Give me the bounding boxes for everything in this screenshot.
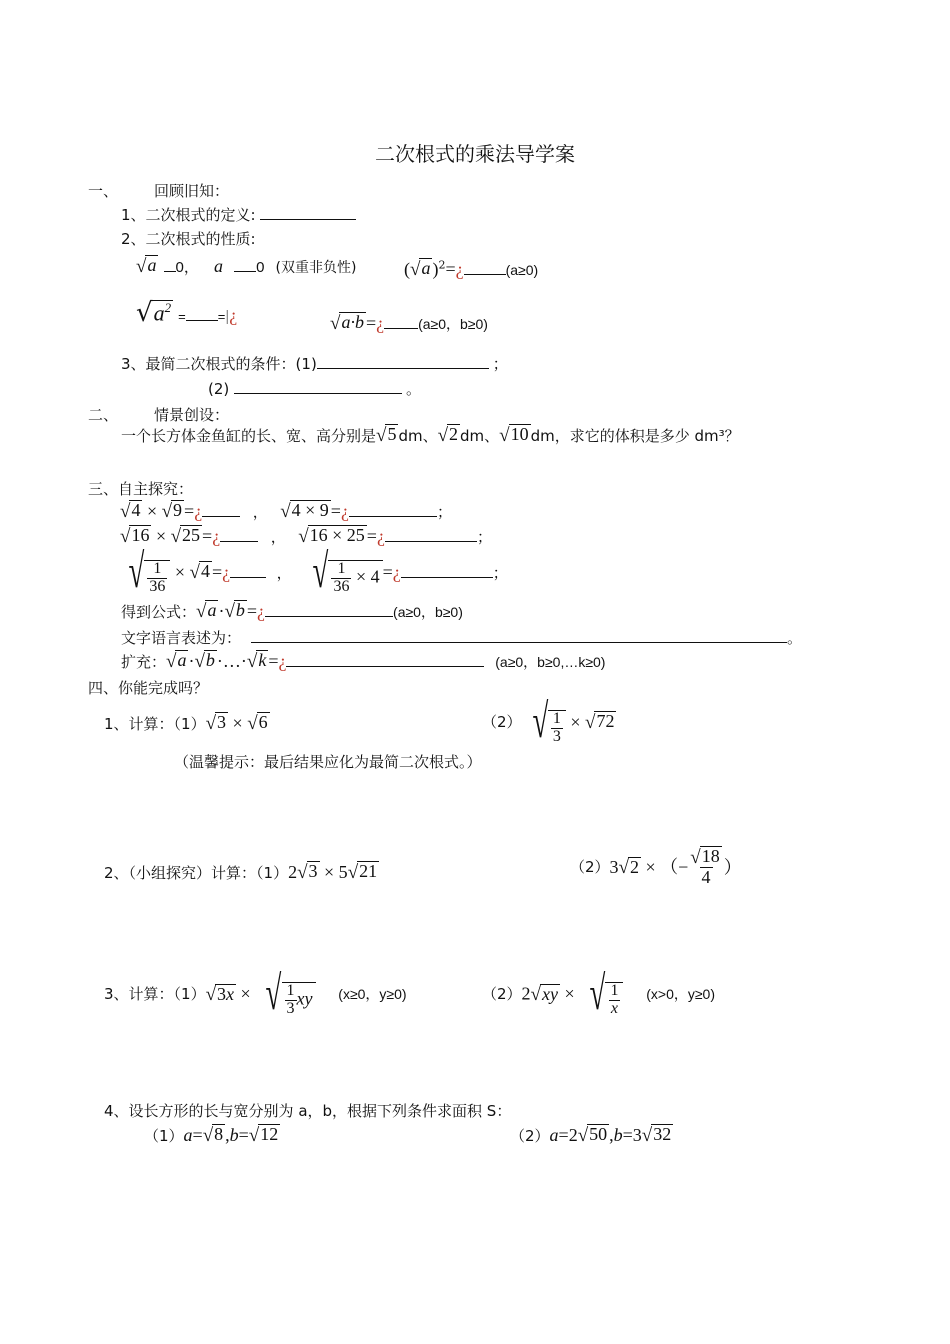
formula-row: 得到公式： √ a · √ b =¿ (a≥0，b≥0) <box>121 600 463 622</box>
q2-properties: 2、二次根式的性质: <box>121 230 256 248</box>
answer-blank[interactable] <box>202 502 240 517</box>
property-square-of-root: ( √ a )$^2$=¿ (a≥0) <box>404 258 539 280</box>
answer-blank[interactable] <box>265 602 393 617</box>
section-1-number: 一、 <box>88 182 119 200</box>
q3-label: 3、计算：（1） <box>104 985 206 1004</box>
q4-1-part1: 1、计算：（1） √ 3 × √ 6 <box>104 712 268 734</box>
answer-blank[interactable] <box>260 205 356 220</box>
q4-3-part2: （2）2 √ xy × √ $\frac{1}{x}$ (x>0，y≥0) <box>482 967 716 1020</box>
dual-nonnegativity-note: (双重非负性) <box>275 259 357 276</box>
semicolon: ； <box>436 502 452 521</box>
q3-label: 3、最简二次根式的条件：(1) <box>121 355 317 373</box>
q4-4-text: 4、设长方形的长与宽分别为 a，b，根据下列条件求面积 S： <box>104 1102 512 1120</box>
part2-label: （2） <box>482 713 522 732</box>
part2-label: （2） <box>482 985 522 1004</box>
glyph: ¿ <box>229 305 238 325</box>
q3-condition-2 <box>208 378 421 399</box>
comma: ， <box>252 502 268 521</box>
zero-label: 0， <box>175 258 199 276</box>
comma: ， <box>276 563 292 582</box>
extension-condition: (a≥0，b≥0,…k≥0) <box>495 653 606 670</box>
answer-blank[interactable] <box>385 527 477 542</box>
glyph: ¿ <box>455 258 464 279</box>
verbal-label: 文字语言表述为： <box>121 629 242 647</box>
property-sqrt-ab: √ a·b =¿ (a≥0，b≥0) <box>330 312 488 334</box>
q2-label: 2、（小组探究）计算：（1） <box>104 863 289 882</box>
problem-text-end: dm，求它的体积是多少 dm³？ <box>530 426 740 445</box>
semicolon: ； <box>492 355 508 373</box>
answer-blank[interactable] <box>220 527 258 542</box>
tip-text: （温馨提示：最后结果应化为最简二次根式。） <box>174 753 482 771</box>
answer-blank[interactable] <box>186 306 218 321</box>
answer-blank[interactable] <box>317 354 489 369</box>
q3-condition-1: (x≥0，y≥0) <box>338 985 407 1002</box>
q4-2-part1: 2、（小组探究）计算：（1）2 √ 3 × 5 √ 21 <box>104 861 378 883</box>
answer-blank[interactable] <box>286 652 484 667</box>
answer-blank[interactable] <box>251 628 787 643</box>
answer-blank[interactable] <box>164 257 176 272</box>
unit-dm: dm、 <box>460 426 500 445</box>
period: 。 <box>406 380 422 398</box>
zero-label: 0 <box>256 258 265 276</box>
verbal-statement-row <box>121 627 802 648</box>
q4-3-part1: 3、计算：（1） √ 3x × √ $\frac{1}{3}$ xy (x≥0，y≥0) <box>104 967 407 1020</box>
glyph: ¿ <box>212 525 221 546</box>
glyph: ¿ <box>376 525 385 546</box>
glyph: ¿ <box>257 600 266 621</box>
condition-ab: (a≥0，b≥0) <box>418 315 488 332</box>
page-title: 二次根式的乘法导学案 <box>375 142 575 166</box>
section-1-heading: 回顾旧知： <box>154 182 230 200</box>
part2-label: （2） <box>510 1126 550 1145</box>
glyph: ¿ <box>278 650 287 671</box>
answer-blank[interactable] <box>234 379 402 394</box>
answer-blank[interactable] <box>384 314 418 329</box>
condition-ab: (a≥0，b≥0) <box>393 603 463 620</box>
q1-definition <box>121 204 356 225</box>
q4-4-part2: （2）a=2 √ 50 ,b=3 √ 32 <box>510 1124 672 1146</box>
section-2-number: 二、 <box>88 406 119 424</box>
section-4-heading: 四、你能完成吗？ <box>88 679 209 697</box>
condition-a: (a≥0) <box>505 261 539 278</box>
answer-blank[interactable] <box>349 502 437 517</box>
q4-1-part2: （2） √ $\frac{1}{3}$ × √ 72 <box>482 695 615 748</box>
period: 。 <box>787 629 803 647</box>
part1-label: （1） <box>144 1126 184 1145</box>
q4-4-part1: （1）a= √ 8 ,b= √ 12 <box>144 1124 279 1146</box>
answer-blank[interactable] <box>230 563 266 578</box>
extension-row: 扩充： √ a · √ b ·…· √ k =¿ (a≥0，b≥0,…k≥0) <box>121 650 606 672</box>
answer-blank[interactable] <box>464 260 506 275</box>
q1-label: 1、计算：（1） <box>104 714 206 733</box>
equals: = <box>217 309 226 324</box>
problem-text: 一个长方体金鱼缸的长、宽、高分别是 <box>121 426 377 445</box>
sqrt-a: √ a <box>136 255 157 277</box>
glyph: ¿ <box>340 500 349 521</box>
q3b-label: (2) <box>208 380 230 398</box>
glyph: ¿ <box>376 312 385 333</box>
part2-label: （2） <box>570 857 610 876</box>
unit-dm: dm、 <box>398 426 438 445</box>
variable-a: a <box>213 255 223 276</box>
fish-tank-problem: 一个长方体金鱼缸的长、宽、高分别是 √ 5 dm、 √ 2 dm、 √ 10 dm，求它的体积是多少 dm³？ <box>121 424 740 446</box>
formula-label: 得到公式： <box>121 602 197 621</box>
glyph: ¿ <box>194 500 203 521</box>
glyph: ¿ <box>392 561 401 582</box>
section-3-heading: 三、自主探究： <box>88 480 194 498</box>
explore-row-1: √ 4 × √ 9 =¿ ， √ 4 × 9 =¿ ； <box>120 500 452 522</box>
answer-blank[interactable] <box>234 257 256 272</box>
extension-label: 扩充： <box>121 652 167 671</box>
q1-label: 1、二次根式的定义: <box>121 206 256 224</box>
explore-row-3: √ $\frac{1}{36}$ × √ 4 =¿ ， √ $\frac{1}{36}$ × 4 =¿ ； <box>128 545 508 598</box>
answer-blank[interactable] <box>401 563 493 578</box>
q3-condition-2: (x>0，y≥0) <box>646 985 716 1002</box>
comma: ， <box>270 527 286 546</box>
property-sqrt-a-squared: √ $a^2$ = =|¿ <box>136 298 238 328</box>
q3-simplest-conditions <box>121 353 508 374</box>
semicolon: ； <box>492 563 508 582</box>
property-row-1 <box>136 255 356 277</box>
semicolon: ； <box>476 527 492 546</box>
glyph: ¿ <box>222 561 231 582</box>
explore-row-2: √ 16 × √ 25 =¿ ， √ 16 × 25 =¿ ； <box>120 525 492 547</box>
section-2-heading: 情景创设： <box>154 406 230 424</box>
q4-2-part2: （2）3 √ 2 × （− √ 18 4 ） <box>570 846 742 887</box>
